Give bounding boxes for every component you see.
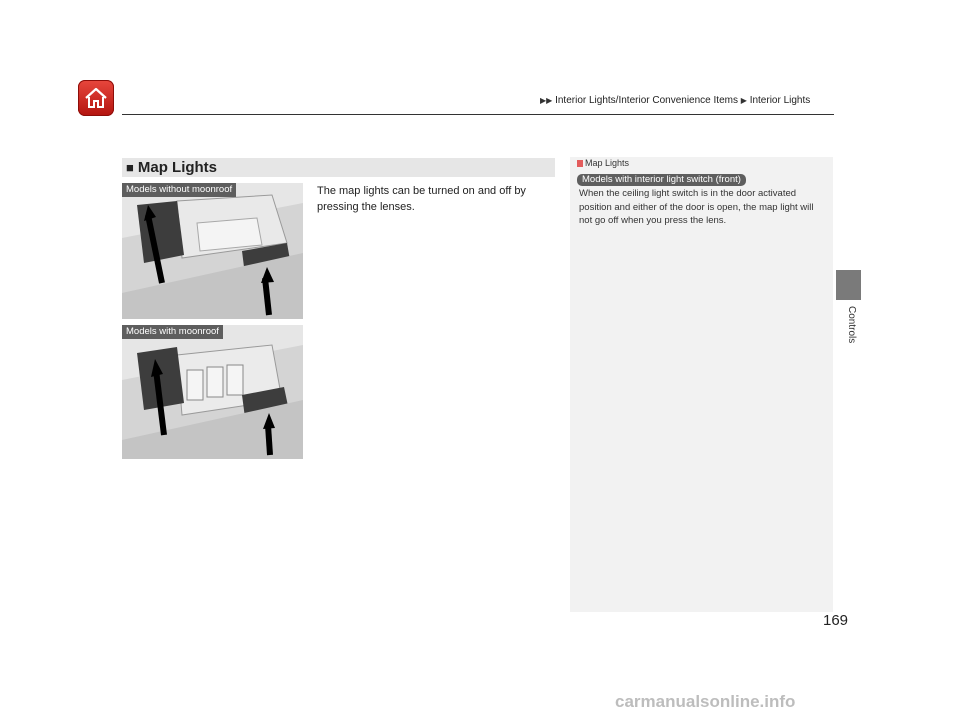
note-condition-pill: Models with interior light switch (front) [577,174,746,186]
watermark: carmanualsonline.info [615,692,796,711]
note-heading: Map Lights [577,158,629,168]
side-tab-label: Controls [846,306,857,344]
breadcrumb-arrow-icon: ▶▶ [540,96,553,105]
illustration-tag: Models with moonroof [122,325,223,339]
breadcrumb-item[interactable]: Interior Lights/Interior Convenience Items [555,95,738,106]
section-body: The map lights can be turned on and off by pressing the lenses. [317,185,526,213]
illustration-tag: Models without moonroof [122,183,236,197]
breadcrumb-arrow-icon: ▶ [740,96,747,105]
home-icon [83,85,109,111]
breadcrumb-item[interactable]: Interior Lights [749,95,811,106]
section-title: ■ Map Lights [126,159,218,176]
header-divider [122,114,834,115]
side-tab[interactable] [836,270,861,300]
page-number: 169 [823,612,849,629]
map-light-drawing [122,325,303,459]
note-icon [577,160,583,167]
illustration-with-moonroof [122,325,303,459]
note-body: When the ceiling light switch is in the door activated position and either of the door is open, the map light will not go off when you press the lens. [579,188,814,226]
illustration-without-moonroof [122,183,303,319]
home-button[interactable] [78,80,114,116]
breadcrumb [540,95,810,106]
map-light-drawing [122,183,303,319]
